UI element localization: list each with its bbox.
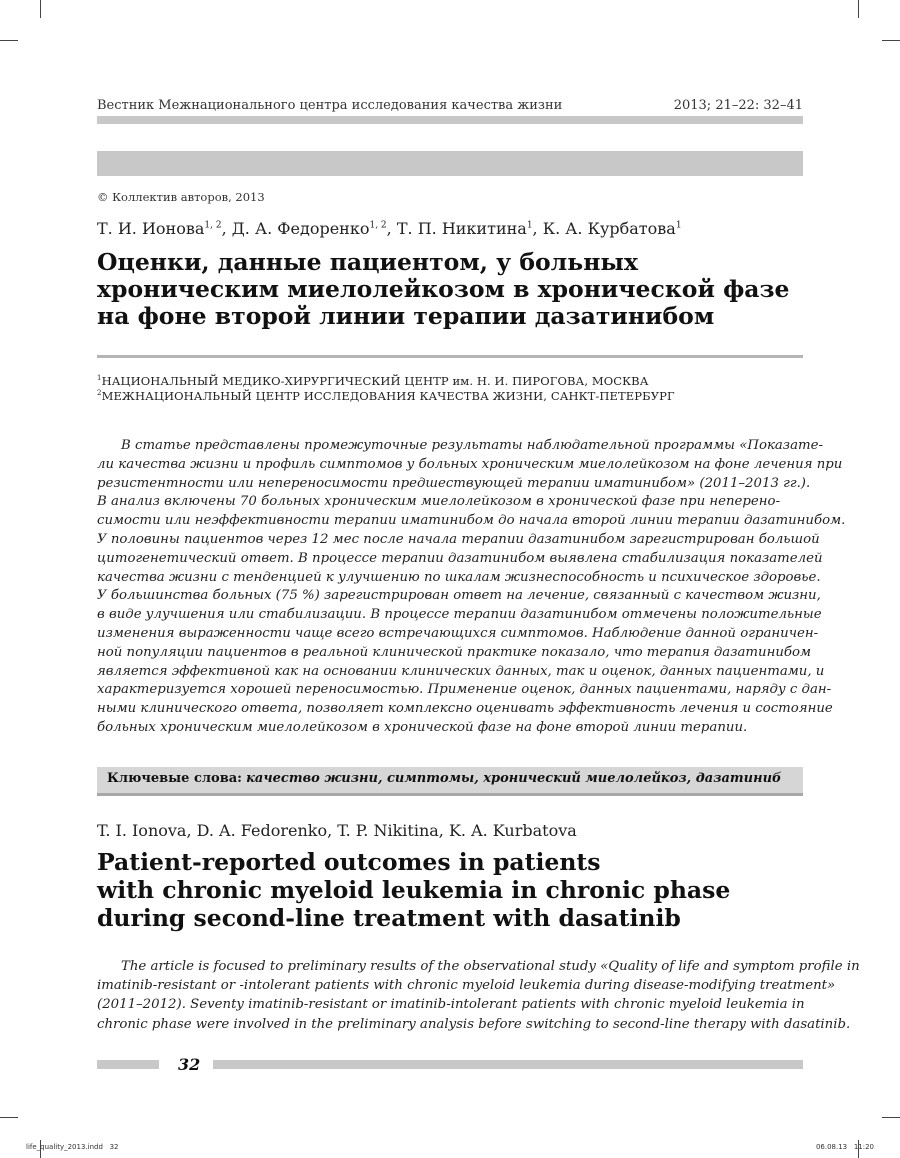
- abstract-line: изменения выраженности чаще всего встречающихся симптомов. Наблюдение данной ограничен-: [97, 625, 819, 641]
- crop-mark: [0, 40, 18, 41]
- author-name: Т. И. Ионова: [97, 219, 205, 238]
- header-rule: [97, 116, 803, 124]
- author-affiliation-ref: 1: [526, 220, 533, 231]
- author-separator: ,: [532, 219, 543, 238]
- abstract-line: ными клинического ответа, позволяет комплексно оценивать эффективность лечения и состояние: [97, 701, 833, 717]
- abstract-line: ли качества жизни и профиль симптомов у больных хроническим миелолейкозом на фоне лечения при: [97, 456, 843, 472]
- title-line: with chronic myeloid leukemia in chronic phase: [97, 876, 731, 904]
- abstract-line: больных хроническим миелолейкозом в хронической фазе на фоне второй линии терапии.: [97, 719, 748, 735]
- abstract-line: симости или неэффективности терапии иматинибом до начала второй линии терапии дазатинибом.: [97, 513, 846, 529]
- title-rule: [97, 355, 803, 358]
- crop-mark: [858, 0, 859, 18]
- issue-info: 2013; 21–22: 32–41: [673, 98, 803, 113]
- crop-mark: [0, 1117, 18, 1118]
- abstract-line: chronic phase were involved in the preliminary analysis before switching to second-line therapy with dasatinib.: [97, 1016, 851, 1032]
- affiliation-text: МЕЖНАЦИОНАЛЬНЫЙ ЦЕНТР ИССЛЕДОВАНИЯ КАЧЕСТВА ЖИЗНИ, САНКТ-ПЕТЕРБУРГ: [101, 389, 675, 403]
- title-line: Оценки, данные пациентом, у больных: [97, 248, 638, 276]
- author-name: К. А. Курбатова: [542, 219, 676, 238]
- author-name: Д. А. Федоренко: [231, 219, 370, 238]
- slug-filename: life_quality_2013.indd 32: [26, 1143, 119, 1151]
- author-name: Т. П. Никитина: [396, 219, 527, 238]
- title-ru: [97, 249, 817, 330]
- abstract-line: У половины пациентов через 12 мес после начала терапии дазатинибом зарегистрирован большой: [97, 531, 820, 547]
- abstract-line: характеризуется хорошей переносимостью. Применение оценок, данных пациентами, наряду с дан-: [97, 682, 832, 698]
- crop-mark: [882, 1117, 900, 1118]
- abstract-line: ной популяции пациентов в реальной клинической практике показало, что терапия дазатинибом: [97, 644, 812, 660]
- slug-datetime: 06.08.13 11:20: [815, 1143, 874, 1151]
- abstract-ru: [97, 437, 846, 738]
- abstract-en: [97, 957, 860, 1034]
- title-en: [97, 848, 817, 932]
- crop-mark: [882, 40, 900, 41]
- author-affiliation-ref: 1, 2: [369, 220, 387, 231]
- title-line: хроническим миелолейкозом в хронической фазе: [97, 275, 790, 303]
- crop-mark: [40, 0, 41, 18]
- abstract-line: в виде улучшения или стабилизации. В процессе терапии дазатинибом отмечены положительные: [97, 607, 822, 623]
- abstract-line: imatinib-resistant or -intolerant patients with chronic myeloid leukemia during disease-modifying treatment»: [97, 978, 836, 994]
- affiliation-number: 2: [97, 389, 102, 398]
- abstract-line: (2011–2012). Seventy imatinib-resistant or imatinib-intolerant patients with chronic myeloid leukemia in: [97, 997, 805, 1013]
- section-band: [97, 151, 803, 176]
- affiliation-2: [97, 389, 675, 403]
- authors-ru: [97, 219, 682, 238]
- title-line: Patient-reported outcomes in patients: [97, 848, 601, 876]
- abstract-line: цитогенетический ответ. В процессе терапии дазатинибом выявлена стабилизация показателей: [97, 550, 823, 566]
- abstract-line: В анализ включены 70 больных хроническим миелолейкозом в хронической фазе при неперено-: [97, 494, 781, 510]
- abstract-line: У большинства больных (75 %) зарегистрирован ответ на лечение, связанный с качеством жизни,: [97, 588, 821, 604]
- affiliation-text: НАЦИОНАЛЬНЫЙ МЕДИКО-ХИРУРГИЧЕСКИЙ ЦЕНТР им. Н. И. ПИРОГОВА, МОСКВА: [101, 374, 649, 388]
- footer-rule-right: [213, 1060, 803, 1069]
- footer-rule-left: [97, 1060, 159, 1069]
- keywords-label: Ключевые слова:: [107, 771, 242, 786]
- author-separator: ,: [386, 219, 397, 238]
- journal-name: Вестник Межнационального центра исследования качества жизни: [97, 98, 563, 113]
- author-affiliation-ref: 1, 2: [204, 220, 222, 231]
- abstract-line: В статье представлены промежуточные результаты наблюдательной программы «Показате-: [121, 438, 823, 453]
- keywords: [107, 771, 781, 786]
- title-line: на фоне второй линии терапии дазатинибом: [97, 302, 715, 330]
- author-affiliation-ref: 1: [675, 220, 682, 231]
- title-line: during second-line treatment with dasatinib: [97, 904, 681, 932]
- abstract-line: является эффективной как на основании клинических данных, так и оценок, данных пациентами, и: [97, 663, 825, 679]
- abstract-line: качества жизни с тенденцией к улучшению по шкалам жизнеспособность и психическое здоровье.: [97, 569, 821, 585]
- affiliation-1: [97, 374, 649, 388]
- page-number: 32: [178, 1055, 201, 1074]
- authors-en: T. I. Ionova, D. A. Fedorenko, T. P. Nikitina, K. A. Kurbatova: [97, 821, 577, 840]
- affiliation-number: 1: [97, 374, 102, 383]
- author-separator: ,: [221, 219, 232, 238]
- abstract-line: The article is focused to preliminary results of the observational study «Quality of life and symptom profile in: [121, 959, 860, 974]
- abstract-line: резистентности или непереносимости предшествующей терапии иматинибом» (2011–2013 гг.).: [97, 475, 811, 491]
- keywords-values: качество жизни, симптомы, хронический миелолейкоз, дазатиниб: [246, 771, 782, 786]
- copyright: © Коллектив авторов, 2013: [97, 190, 265, 204]
